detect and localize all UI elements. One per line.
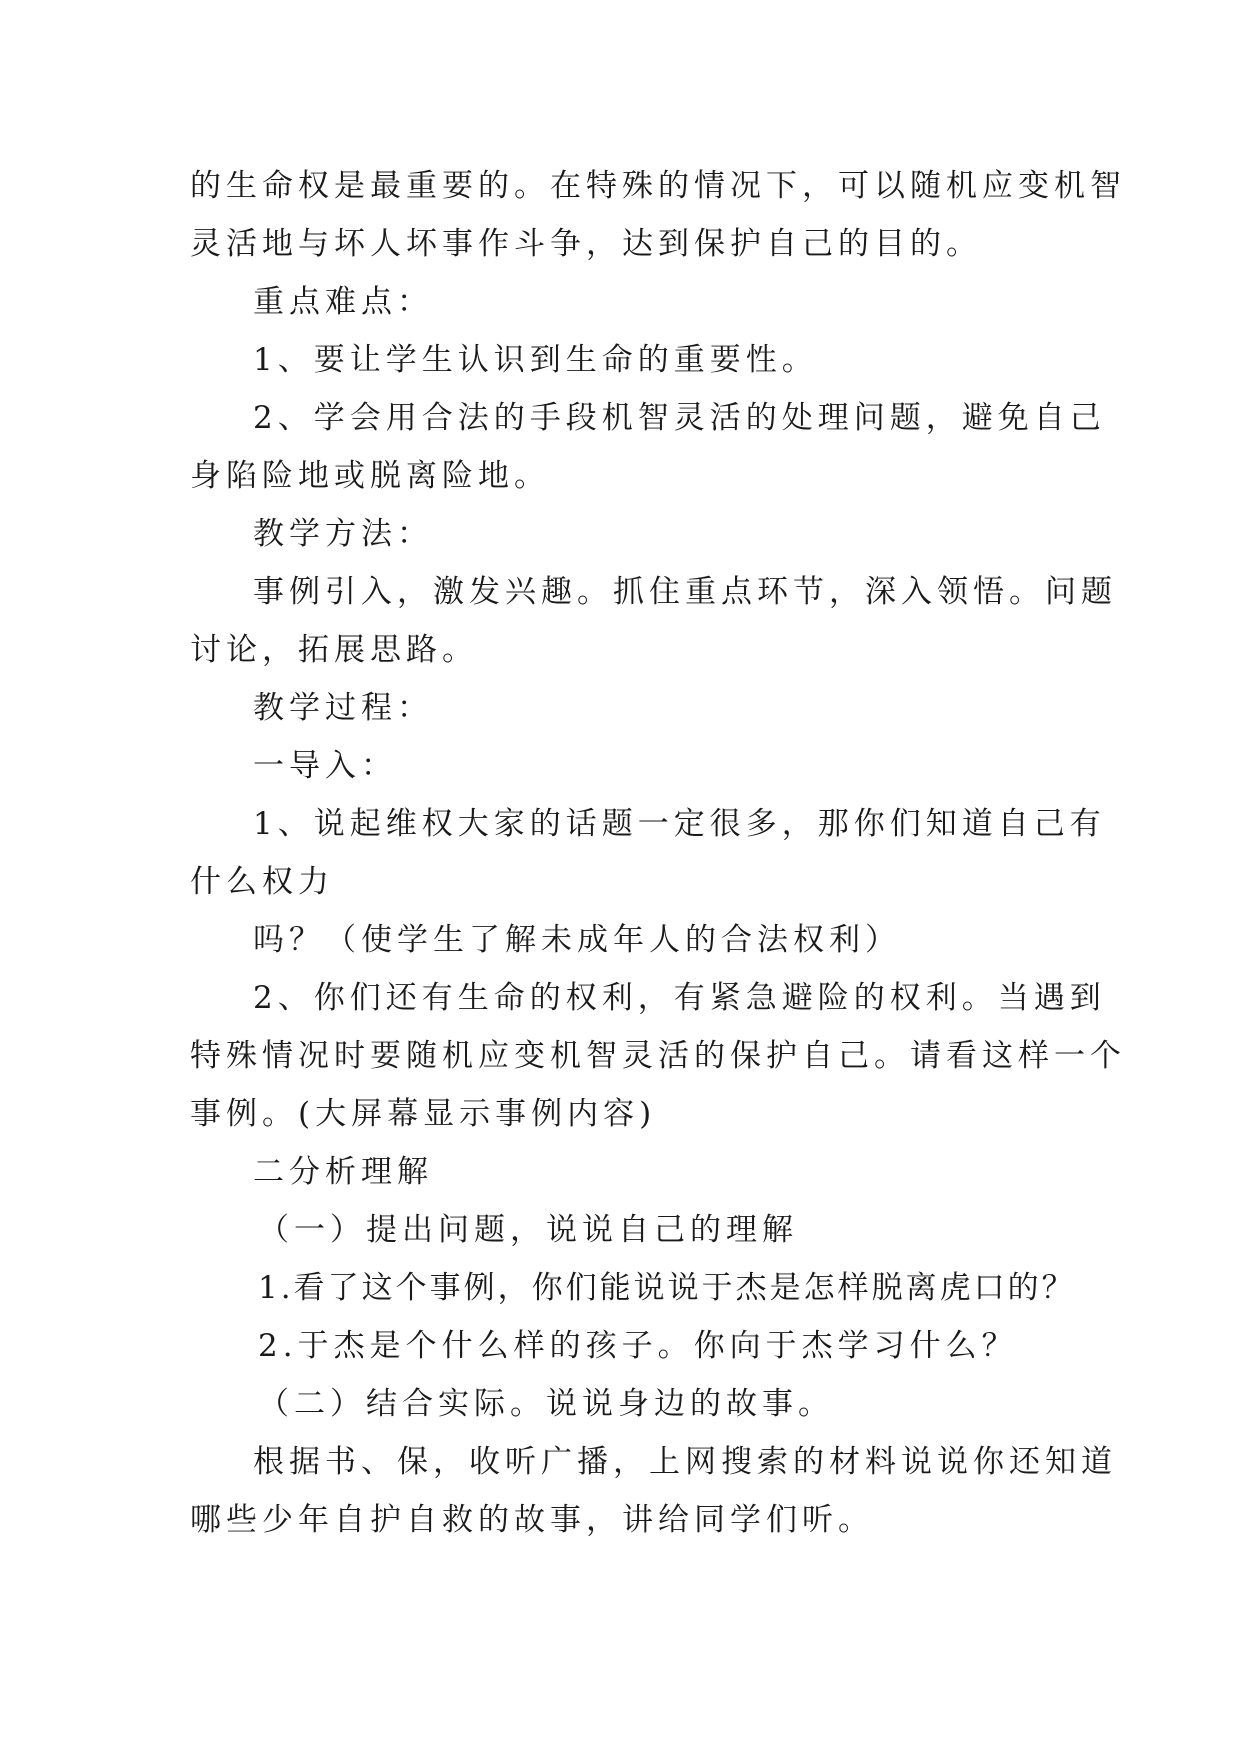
- paragraph-line: 的生命权是最重要的。在特殊的情况下，可以随机应变机智: [190, 168, 1126, 204]
- paragraph-line: 讨论，拓展思路。: [190, 632, 478, 668]
- subsection-heading: （一）提出问题，说说自己的理解: [258, 1212, 798, 1248]
- list-item: 1、要让学生认识到生命的重要性。: [253, 342, 818, 378]
- section-heading: 一导入：: [253, 748, 397, 784]
- section-heading: 重点难点：: [253, 284, 433, 320]
- section-heading: 教学过程：: [253, 690, 433, 726]
- paragraph-line: 特殊情况时要随机应变机智灵活的保护自己。请看这样一个: [190, 1038, 1126, 1074]
- question-item: 2.于杰是个什么样的孩子。你向于杰学习什么？: [258, 1328, 1018, 1364]
- list-item: 1、说起维权大家的话题一定很多，那你们知道自己有: [253, 806, 1106, 842]
- section-heading: 二分析理解: [253, 1154, 433, 1190]
- paragraph-line: 灵活地与坏人坏事作斗争，达到保护自己的目的。: [190, 226, 982, 262]
- paragraph-line: 事例引入，激发兴趣。抓住重点环节，深入领悟。问题: [253, 574, 1117, 610]
- paragraph-line: 身陷险地或脱离险地。: [190, 458, 550, 494]
- list-item: 2、学会用合法的手段机智灵活的处理问题，避免自己: [253, 400, 1106, 436]
- paragraph-line: 吗？（使学生了解未成年人的合法权利）: [253, 922, 901, 958]
- question-item: 1.看了这个事例，你们能说说于杰是怎样脱离虎口的？: [258, 1270, 1076, 1306]
- paragraph-line: 根据书、保，收听广播，上网搜索的材料说说你还知道: [253, 1444, 1117, 1480]
- paragraph-line: 什么权力: [190, 864, 334, 900]
- list-item: 2、你们还有生命的权利，有紧急避险的权利。当遇到: [253, 980, 1106, 1016]
- paragraph-line: 事例。(大屏幕显示事例内容): [190, 1096, 657, 1132]
- paragraph-line: 哪些少年自护自救的故事，讲给同学们听。: [190, 1502, 874, 1538]
- subsection-heading: （二）结合实际。说说身边的故事。: [258, 1386, 834, 1422]
- section-heading: 教学方法：: [253, 516, 433, 552]
